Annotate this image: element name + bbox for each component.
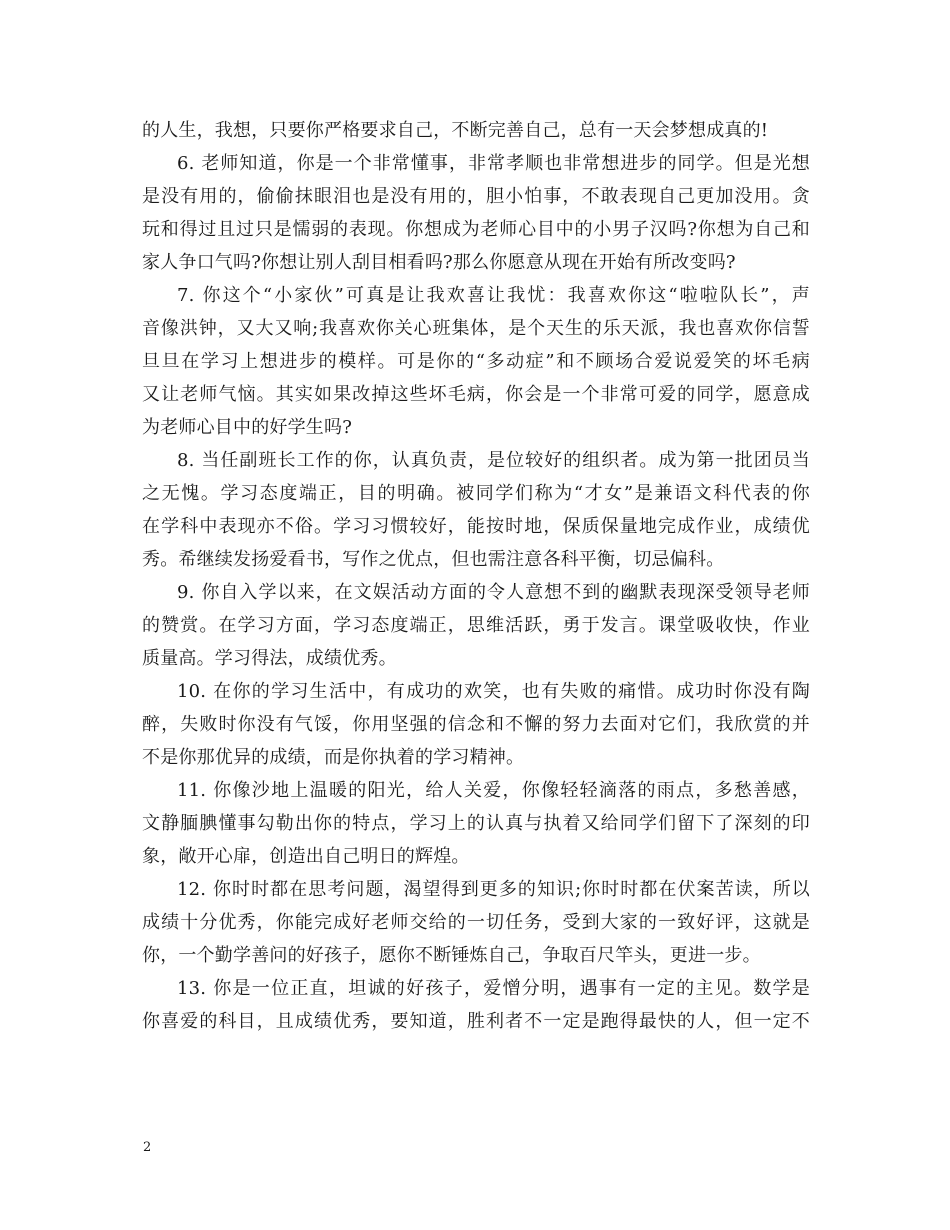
- text-line: 在学科中表现亦不俗。学习习惯较好，能按时地，保质保量地完成作业，成绩优: [142, 516, 810, 537]
- text-line: 不是你那优异的成绩，而是你执着的学习精神。: [142, 747, 525, 768]
- paragraph-11-line-1: 11. 你像沙地上温暖的阳光，给人关爱，你像轻轻滴落的雨点，多愁善感，: [177, 780, 810, 801]
- page-number: 2: [143, 1140, 152, 1155]
- paragraph-6-line-1: 6. 老师知道，你是一个非常懂事，非常孝顺也非常想进步的同学。但是光想: [177, 153, 810, 174]
- text-line: 是没有用的，偷偷抹眼泪也是没有用的，胆小怕事，不敢表现自己更加没用。贪: [142, 186, 810, 207]
- text-line: 质量高。学习得法，成绩优秀。: [142, 648, 397, 669]
- paragraph-13-line-1: 13. 你是一位正直，坦诚的好孩子，爱憎分明，遇事有一定的主见。数学是: [177, 978, 810, 999]
- text-line: 秀。希继续发扬爱看书，写作之优点，但也需注意各科平衡，切忌偏科。: [142, 549, 725, 570]
- text-line: 文静腼腆懂事勾勒出你的特点，学习上的认真与执着又给同学们留下了深刻的印: [142, 813, 810, 834]
- text-line: 的人生，我想，只要你严格要求自己，不断完善自己，总有一天会梦想成真的!: [142, 120, 769, 141]
- text-line: 的赞赏。在学习方面，学习态度端正，思维活跃，勇于发言。课堂吸收快，作业: [142, 615, 810, 636]
- text-line: 成绩十分优秀，你能完成好老师交给的一切任务，受到大家的一致好评，这就是: [142, 912, 810, 933]
- paragraph-7-line-1: 7. 你这个“小家伙”可真是让我欢喜让我忧：我喜欢你这“啦啦队长”，声: [177, 285, 810, 306]
- text-line: 旦旦在学习上想进步的模样。可是你的“多动症”和不顾场合爱说爱笑的坏毛病: [142, 351, 810, 372]
- text-line: 象，敞开心扉，创造出自己明日的辉煌。: [142, 846, 470, 867]
- text-line: 醉，失败时你没有气馁，你用坚强的信念和不懈的努力去面对它们，我欣赏的并: [142, 714, 810, 735]
- text-line: 家人争口气吗?你想让别人刮目相看吗?那么你愿意从现在开始有所改变吗?: [142, 252, 736, 273]
- document-body: [142, 114, 810, 1038]
- paragraph-8-line-1: 8. 当任副班长工作的你，认真负责，是位较好的组织者。成为第一批团员当: [177, 450, 810, 471]
- text-line: 又让老师气恼。其实如果改掉这些坏毛病，你会是一个非常可爱的同学，愿意成: [142, 384, 810, 405]
- text-line: 音像洪钟，又大又响;我喜欢你关心班集体，是个天生的乐天派，我也喜欢你信誓: [142, 318, 810, 339]
- text-line: 之无愧。学习态度端正，目的明确。被同学们称为“才女”是兼语文科代表的你: [142, 483, 810, 504]
- paragraph-10-line-1: 10. 在你的学习生活中，有成功的欢笑，也有失败的痛惜。成功时你没有陶: [177, 681, 810, 702]
- paragraph-12-line-1: 12. 你时时都在思考问题，渴望得到更多的知识;你时时都在伏案苦读，所以: [177, 879, 810, 900]
- text-line: 你喜爱的科目，且成绩优秀，要知道，胜利者不一定是跑得最快的人，但一定不: [142, 1011, 810, 1032]
- text-line: 玩和得过且过只是懦弱的表现。你想成为老师心目中的小男子汉吗?你想为自己和: [142, 219, 810, 240]
- paragraph-9-line-1: 9. 你自入学以来，在文娱活动方面的令人意想不到的幽默表现深受领导老师: [177, 582, 810, 603]
- text-line: 为老师心目中的好学生吗?: [142, 417, 353, 438]
- text-line: 你，一个勤学善问的好孩子，愿你不断锤炼自己，争取百尺竿头，更进一步。: [142, 945, 761, 966]
